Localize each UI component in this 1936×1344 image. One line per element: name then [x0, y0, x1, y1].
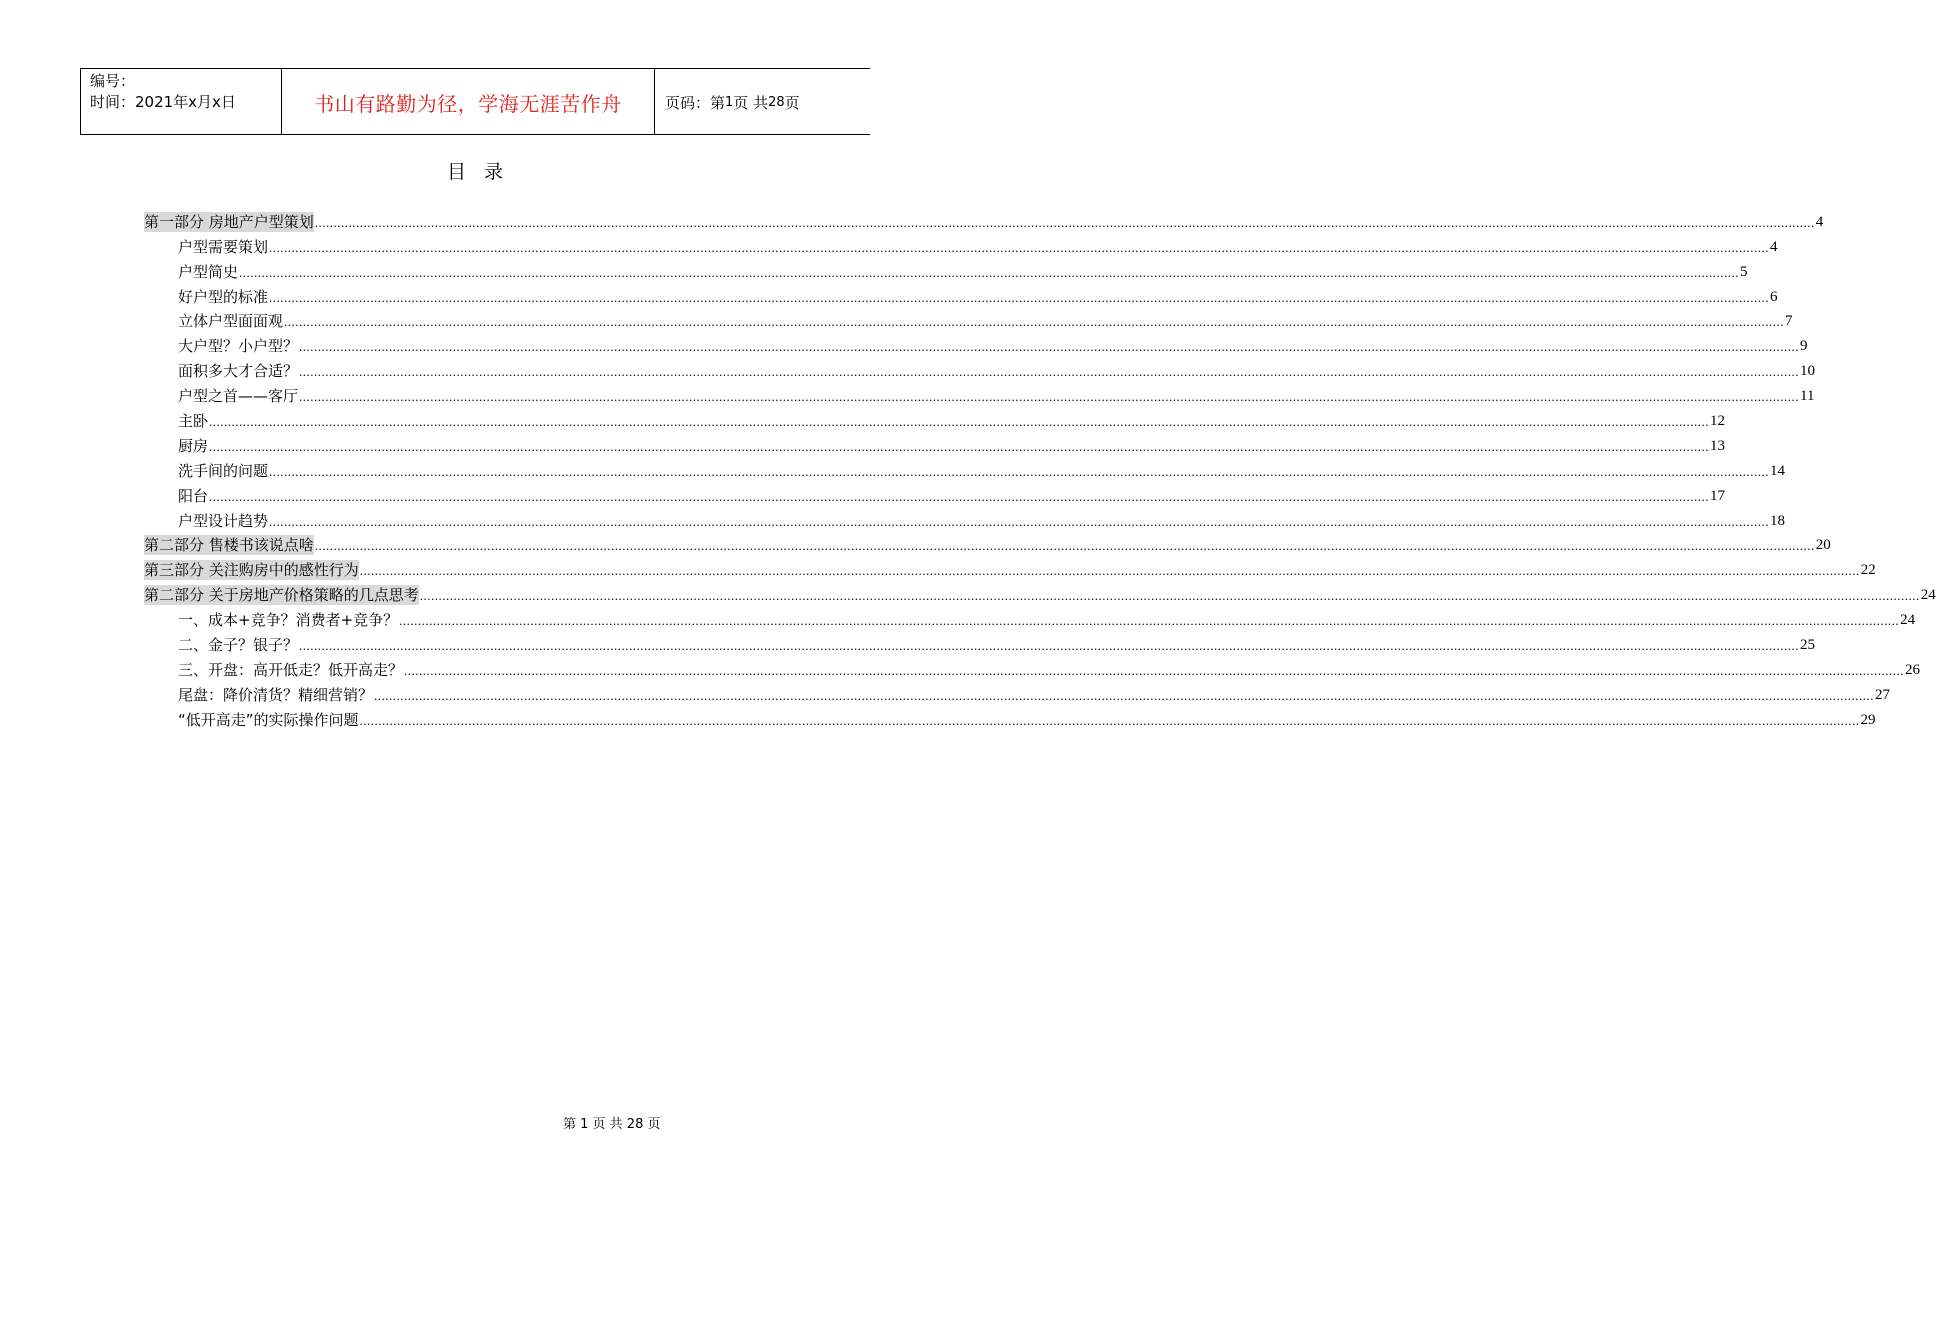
toc-entry-label: 户型设计趋势 — [178, 511, 269, 530]
number-label: 编号： — [90, 72, 136, 90]
toc-entry-label: 面积多大才合适？ — [178, 362, 299, 381]
toc-leader-dots: ................................................................................................................................................................................................................................................................................................................................................................................................................ — [209, 438, 1710, 454]
toc-entry[interactable] — [144, 331, 1808, 356]
header-meta-cell — [81, 69, 282, 134]
toc-entry-label: 一、成本+竞争？消费者+竞争？ — [178, 611, 399, 630]
toc-entry[interactable] — [144, 555, 1876, 580]
toc-entry-page: 4 — [1815, 213, 1824, 230]
toc-entry-page: 22 — [1860, 562, 1876, 579]
toc-leader-dots: ................................................................................................................................................................................................................................................................................................................................................................................................................ — [209, 488, 1710, 504]
toc-leader-dots: ................................................................................................................................................................................................................................................................................................................................................................................................................ — [209, 414, 1710, 430]
toc-leader-dots: ................................................................................................................................................................................................................................................................................................................................................................................................................ — [269, 513, 1770, 529]
toc-leader-dots: ................................................................................................................................................................................................................................................................................................................................................................................................................ — [269, 289, 1770, 305]
toc-entry-page: 17 — [1710, 487, 1726, 504]
document-header — [80, 68, 870, 135]
toc-leader-dots: ................................................................................................................................................................................................................................................................................................................................................................................................................ — [299, 364, 1800, 380]
toc-entry-page: 18 — [1770, 512, 1786, 529]
toc-entry-page: 11 — [1800, 388, 1815, 405]
toc-entry-label: 第二部分 关于房地产价格策略的几点思考 — [144, 586, 419, 605]
toc-leader-dots: ................................................................................................................................................................................................................................................................................................................................................................................................................ — [269, 239, 1770, 255]
toc-entry[interactable] — [144, 381, 1815, 406]
time-label: 时间：2021年x月x日 — [90, 93, 236, 111]
toc-entry-page: 24 — [1920, 587, 1936, 604]
toc-title: 目录 — [446, 161, 521, 183]
toc-leader-dots: ................................................................................................................................................................................................................................................................................................................................................................................................................ — [399, 613, 1900, 629]
toc-entry[interactable] — [144, 406, 1726, 431]
toc-entry-page: 5 — [1740, 263, 1748, 280]
toc-leader-dots: ................................................................................................................................................................................................................................................................................................................................................................................................................ — [359, 712, 1860, 728]
toc-entry[interactable] — [144, 257, 1748, 282]
toc-entry-page: 4 — [1770, 238, 1778, 255]
toc-entry-label: 户型之首——客厅 — [178, 387, 299, 406]
table-of-contents — [144, 207, 1936, 730]
toc-entry-label: 大户型？小户型？ — [178, 337, 299, 356]
toc-entry-page: 25 — [1800, 637, 1816, 654]
toc-entry-page: 6 — [1770, 288, 1778, 305]
toc-entry-page: 13 — [1710, 437, 1726, 454]
toc-entry-label: 主卧 — [178, 412, 209, 431]
toc-entry[interactable] — [144, 531, 1831, 556]
toc-entry-page: 20 — [1815, 537, 1831, 554]
toc-entry[interactable] — [144, 605, 1916, 630]
toc-entry[interactable] — [144, 680, 1891, 705]
motto-text: 书山有路勤为径，学海无涯苦作舟 — [314, 92, 622, 116]
toc-entry[interactable] — [144, 705, 1876, 730]
toc-entry-label: 厨房 — [178, 436, 209, 455]
toc-leader-dots: ................................................................................................................................................................................................................................................................................................................................................................................................................ — [314, 538, 1815, 554]
page-suffix: 页 — [784, 94, 800, 112]
toc-leader-dots: ................................................................................................................................................................................................................................................................................................................................................................................................................ — [404, 662, 1905, 678]
toc-leader-dots: ................................................................................................................................................................................................................................................................................................................................................................................................................ — [374, 687, 1875, 703]
toc-entry-page: 12 — [1710, 413, 1726, 430]
toc-entry[interactable] — [144, 630, 1816, 655]
page-footer: 第 1 页 共 28 页 — [563, 1117, 661, 1132]
toc-leader-dots: ................................................................................................................................................................................................................................................................................................................................................................................................................ — [284, 314, 1785, 330]
header-page-cell — [655, 69, 870, 134]
toc-leader-dots: ................................................................................................................................................................................................................................................................................................................................................................................................................ — [299, 389, 1800, 405]
toc-entry-label: 好户型的标准 — [178, 287, 269, 306]
toc-entry-label: “低开高走”的实际操作问题 — [178, 710, 359, 729]
toc-entry-label: 第一部分 房地产户型策划 — [144, 212, 314, 231]
toc-leader-dots: ................................................................................................................................................................................................................................................................................................................................................................................................................ — [299, 638, 1800, 654]
toc-entry[interactable] — [144, 356, 1816, 381]
toc-entry-label: 户型简史 — [178, 262, 239, 281]
toc-entry[interactable] — [144, 580, 1936, 605]
toc-entry-page: 24 — [1900, 612, 1916, 629]
toc-entry[interactable] — [144, 207, 1824, 232]
toc-leader-dots: ................................................................................................................................................................................................................................................................................................................................................................................................................ — [314, 214, 1815, 230]
toc-entry-page: 14 — [1770, 462, 1786, 479]
toc-entry-label: 尾盘：降价清货？精细营销？ — [178, 685, 374, 704]
toc-entry[interactable] — [144, 655, 1921, 680]
page-mid: 页 共 — [733, 94, 769, 112]
toc-entry[interactable] — [144, 282, 1778, 307]
header-motto-cell — [282, 69, 655, 134]
toc-entry-label: 阳台 — [178, 486, 209, 505]
toc-entry-page: 7 — [1785, 313, 1793, 330]
toc-entry[interactable] — [144, 506, 1786, 531]
toc-leader-dots: ................................................................................................................................................................................................................................................................................................................................................................................................................ — [299, 339, 1800, 355]
toc-entry[interactable] — [144, 431, 1726, 456]
toc-entry[interactable] — [144, 481, 1726, 506]
toc-entry-page: 10 — [1800, 363, 1816, 380]
toc-entry-label: 第二部分 售楼书该说点啥 — [144, 536, 314, 555]
toc-entry[interactable] — [144, 307, 1793, 332]
toc-leader-dots: ................................................................................................................................................................................................................................................................................................................................................................................................................ — [269, 463, 1770, 479]
toc-entry-page: 26 — [1905, 661, 1921, 678]
toc-entry-label: 洗手间的问题 — [178, 461, 269, 480]
toc-entry-page: 27 — [1875, 686, 1891, 703]
page-total: 28 — [768, 95, 785, 110]
page-current: 1 — [725, 95, 734, 110]
toc-entry-label: 户型需要策划 — [178, 237, 269, 256]
toc-leader-dots: ................................................................................................................................................................................................................................................................................................................................................................................................................ — [359, 563, 1860, 579]
toc-entry-label: 二、金子？银子？ — [178, 636, 299, 655]
toc-leader-dots: ................................................................................................................................................................................................................................................................................................................................................................................................................ — [419, 588, 1920, 604]
toc-entry-page: 29 — [1860, 711, 1876, 728]
page-prefix: 页码：第 — [665, 94, 726, 112]
toc-entry-page: 9 — [1800, 338, 1808, 355]
toc-entry-label: 三、开盘：高开低走？低开高走？ — [178, 660, 404, 679]
toc-entry[interactable] — [144, 456, 1786, 481]
toc-entry[interactable] — [144, 232, 1778, 257]
toc-leader-dots: ................................................................................................................................................................................................................................................................................................................................................................................................................ — [239, 264, 1740, 280]
toc-entry-label: 第三部分 关注购房中的感性行为 — [144, 561, 359, 580]
toc-entry-label: 立体户型面面观 — [178, 312, 284, 331]
